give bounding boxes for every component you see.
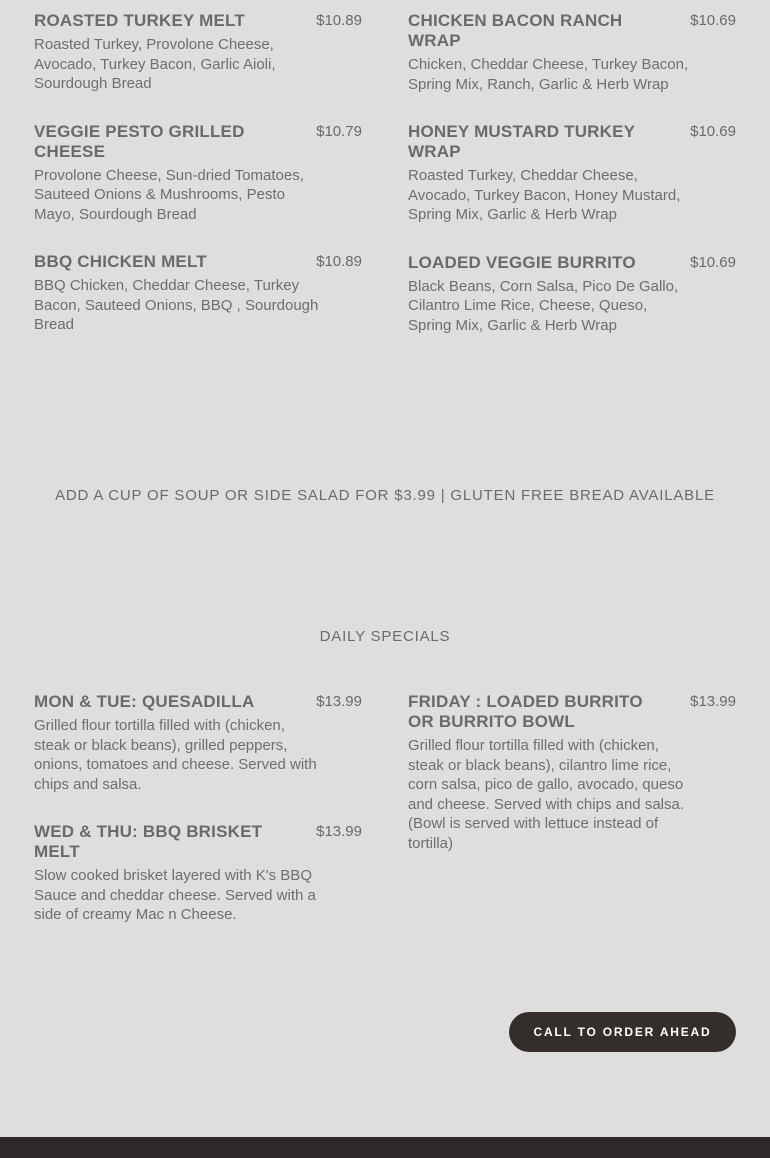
special-item [34,692,362,794]
menu-item-name: LOADED VEGGIE BURRITO [408,252,636,272]
menu-item-price: $10.79 [316,122,362,140]
special-item [34,822,362,925]
special-item-name: FRIDAY : LOADED BURRITO OR BURRITO BOWL [408,692,643,731]
special-item-price: $13.99 [316,823,362,840]
menu-item [408,11,736,94]
specials-column-left [34,692,362,953]
specials-column-right [408,692,736,953]
call-to-order-button[interactable]: CALL TO ORDER AHEAD [509,1012,736,1052]
menu-item-description: Roasted Turkey, Cheddar Cheese, Avocado, Turkey Bacon, Honey Mustard, Spring Mix, Garlic & Herb Wrap [408,167,681,223]
special-item-description: Slow cooked brisket layered with K's BBQ Sauce and cheddar cheese. Served with a side of creamy Mac n Cheese. [34,867,316,923]
menu-item-description: Roasted Turkey, Provolone Cheese, Avocado, Turkey Bacon, Garlic Aioli, Sourdough Bread [34,36,276,92]
special-item-description: Grilled flour tortilla filled with (chicken, steak or black beans), cilantro lime rice, corn salsa, pico de gallo, avocado, queso and cheese. Served with chips and salsa. (Bowl is served with lettuce instead of tortilla) [408,737,684,852]
menu-item-description: Chicken, Cheddar Cheese, Turkey Bacon, Spring Mix, Ranch, Garlic & Herb Wrap [408,56,689,93]
menu-item [408,253,736,336]
specials-title: DAILY SPECIALS [319,628,451,645]
special-item-name: WED & THU: BBQ BRISKET MELT [34,822,263,861]
menu-item-price: $10.69 [690,123,736,140]
special-item-description: Grilled flour tortilla filled with (chicken, steak or black beans), grilled peppers, onions, tomatoes and cheese. Served with chips and salsa. [34,717,317,793]
menu-column-right [408,11,736,363]
menu-item [34,252,362,335]
add-on-notice: ADD A CUP OF SOUP OR SIDE SALAD FOR $3.99 | GLUTEN FREE BREAD AVAILABLE [55,487,715,504]
menu-column-left [34,11,362,363]
menu-item-description: Provolone Cheese, Sun-dried Tomatoes, Sauteed Onions & Mushrooms, Pesto Mayo, Sourdough Bread [34,166,304,223]
menu-item-name: CHICKEN BACON RANCH WRAP [408,11,623,50]
menu-item-price: $10.69 [690,12,736,29]
menu-items-section [34,11,736,363]
special-item-price: $13.99 [316,693,362,710]
special-item-name: MON & TUE: QUESADILLA [34,692,255,711]
footer-bar [0,1137,770,1158]
menu-item-name: ROASTED TURKEY MELT [34,11,245,30]
menu-item-name: HONEY MUSTARD TURKEY WRAP [408,122,635,161]
menu-item-name: BBQ CHICKEN MELT [34,252,207,271]
special-item [408,692,736,853]
menu-item [34,11,362,94]
menu-item [34,122,362,225]
specials-section [34,692,736,953]
menu-item-description: BBQ Chicken, Cheddar Cheese, Turkey Bacon, Sauteed Onions, BBQ , Sourdough Bread [34,277,319,333]
menu-item-price: $10.69 [690,253,736,271]
menu-item-description: Black Beans, Corn Salsa, Pico De Gallo, Cilantro Lime Rice, Cheese, Queso, Spring Mix, Garlic & Herb Wrap [408,277,679,334]
menu-item-price: $10.89 [316,12,362,29]
special-item-price: $13.99 [690,693,736,710]
menu-item [408,122,736,225]
menu-item-name: VEGGIE PESTO GRILLED CHEESE [34,121,245,161]
menu-item-price: $10.89 [316,253,362,270]
